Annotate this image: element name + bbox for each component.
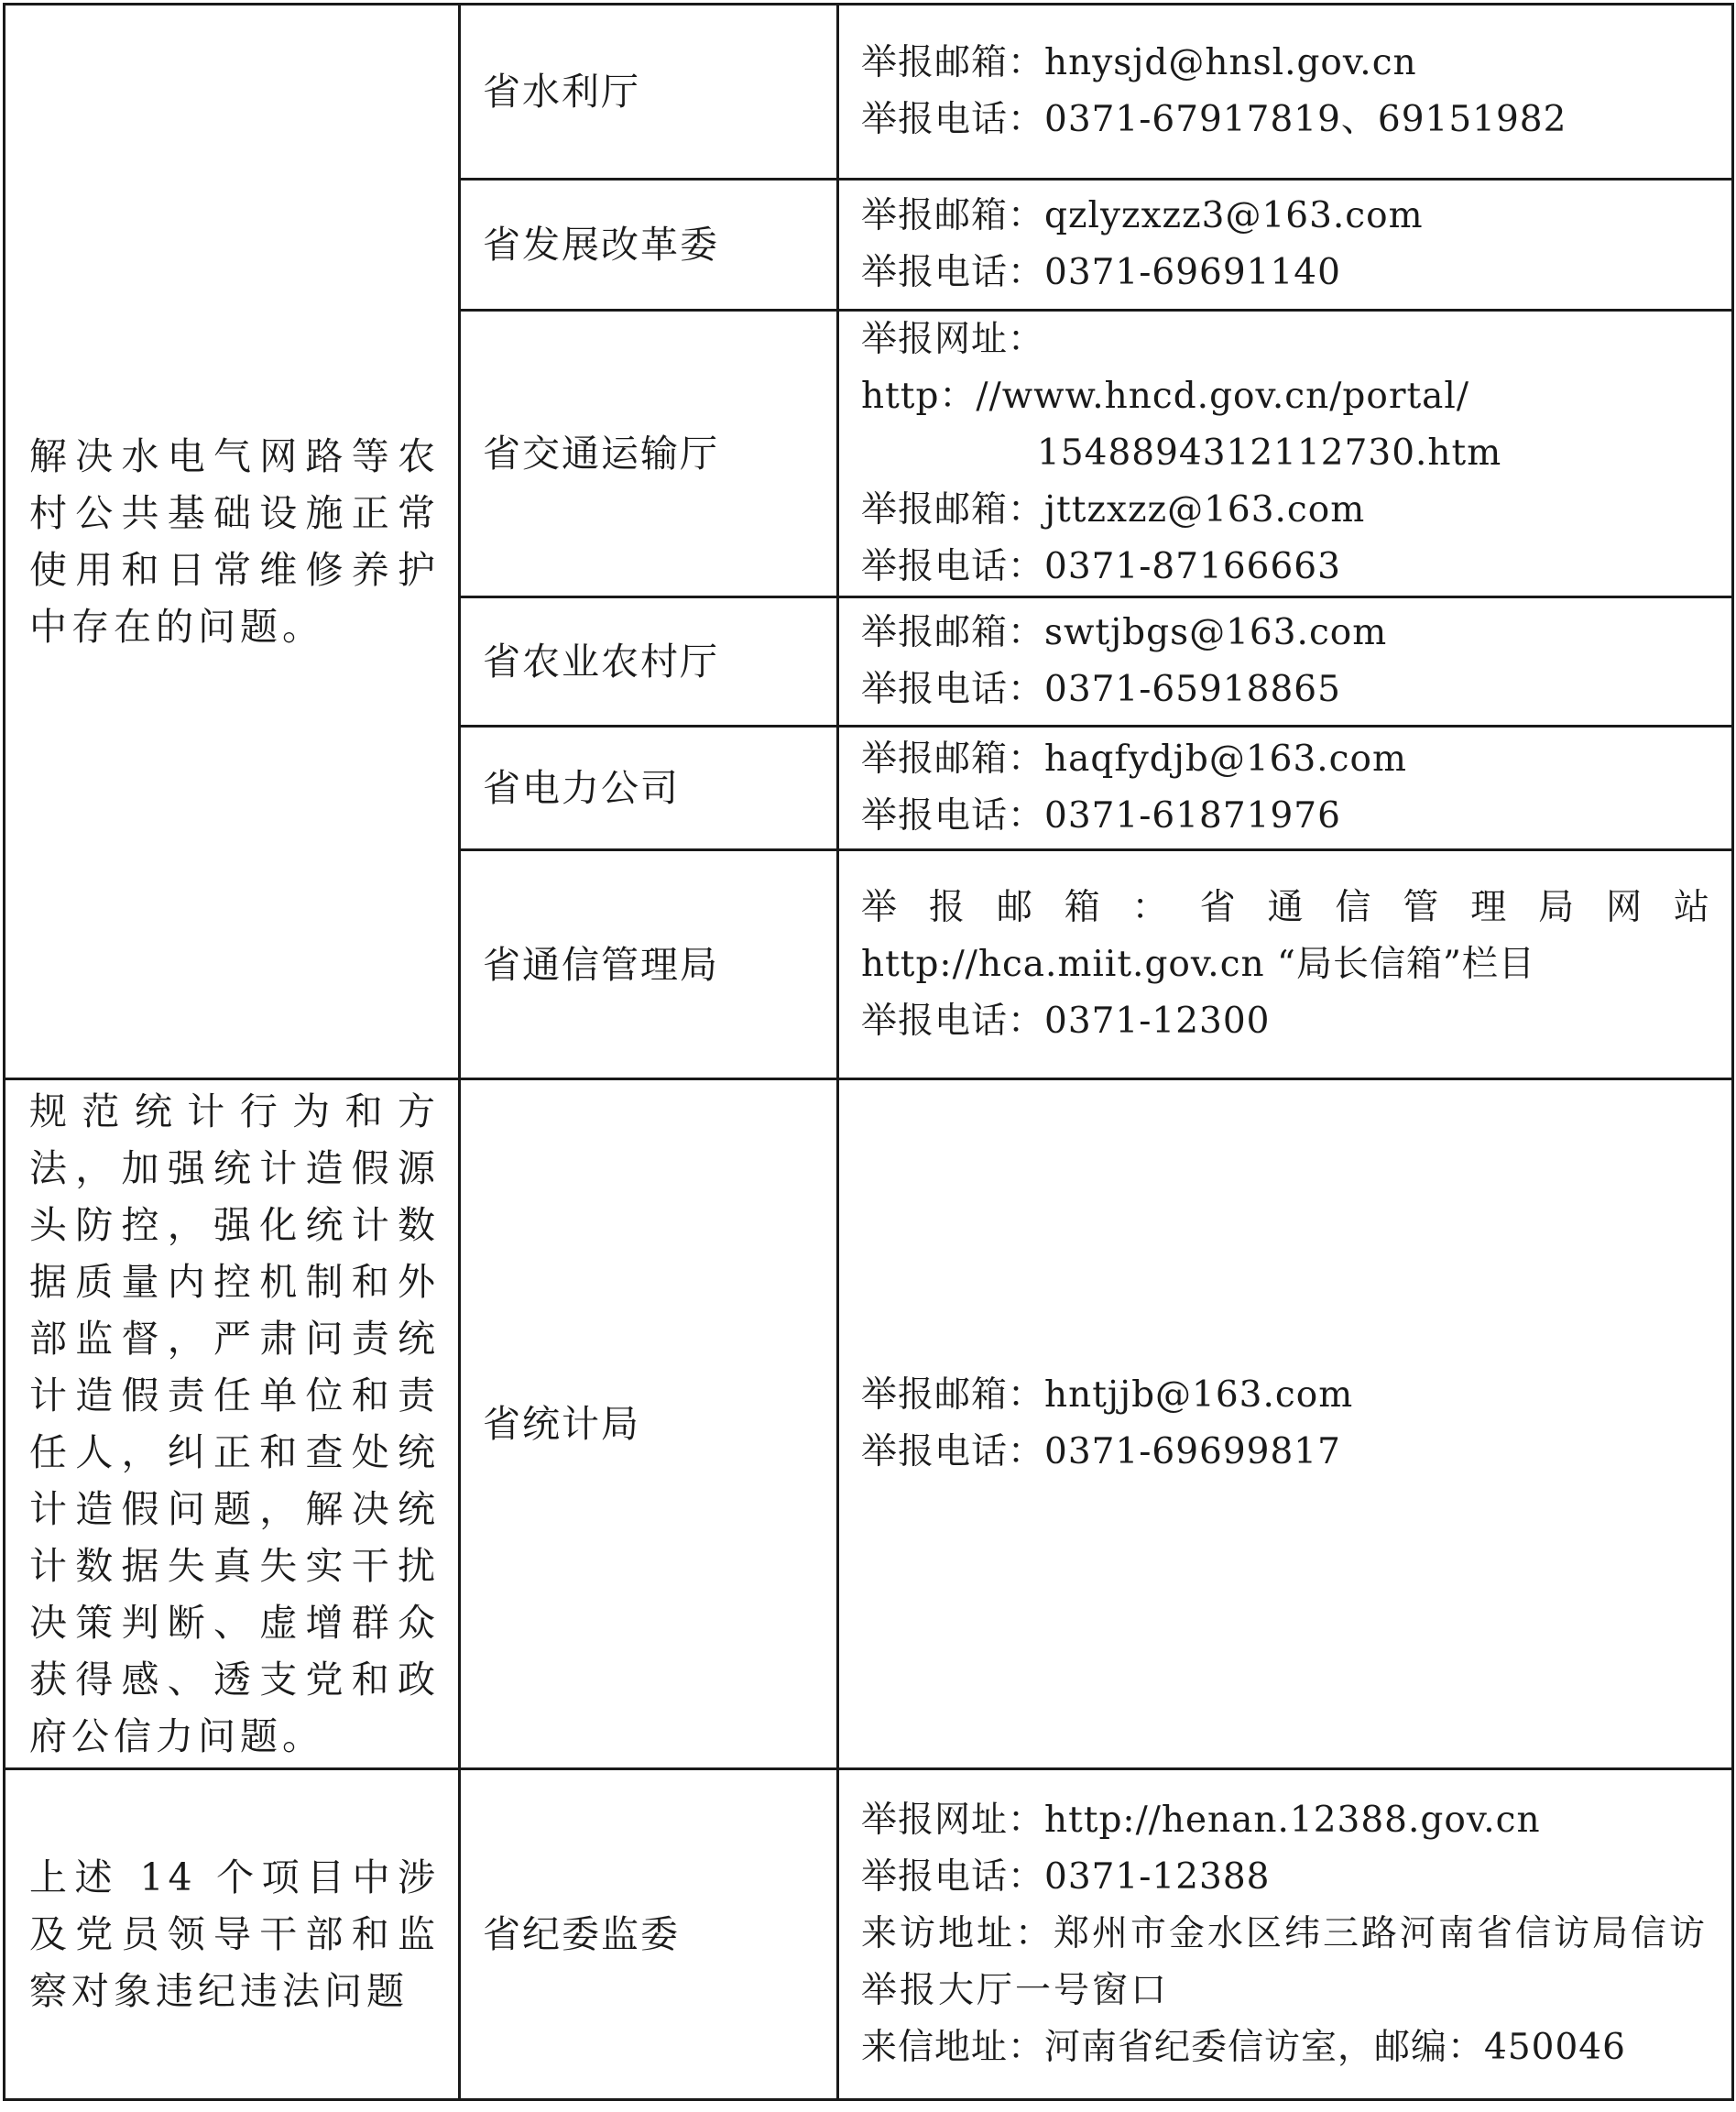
contact-line: 举报电话：0371-87166663 [861, 546, 1341, 587]
issue-cell: 解决水电气网路等农村公共基础设施正常使用和日常维修养护中存在的问题。 [5, 5, 460, 1079]
department-cell: 省纪委监委 [460, 1769, 838, 2100]
contact-line: 举报邮箱：省通信管理局网站 [861, 886, 1713, 928]
contact-line: 举报邮箱：jttzxzz@163.com [861, 489, 1366, 531]
contact-line: 举报电话：0371-69699817 [861, 1431, 1341, 1472]
contact-line: http：//www.hncd.gov.cn/portal/ [861, 376, 1470, 417]
department-cell: 省电力公司 [460, 727, 838, 850]
contact-line: 举报邮箱：qzlyzxzz3@163.com [861, 195, 1424, 236]
contact-line: 举报邮箱：hntjjb@163.com [861, 1374, 1354, 1416]
department-cell: 省水利厅 [460, 5, 838, 180]
issue-cell: 规范统计行为和方法，加强统计造假源头防控，强化统计数据质量内控机制和外部监督，严肃问责统计造假责任单位和责任人，纠正和查处统计造假问题，解决统计数据失真失实干扰决策判断、虚增群众获得感、透支党和政府公信力问题。 [5, 1079, 460, 1769]
contact-line: 1548894312112730.htm [1037, 432, 1502, 474]
contact-cell [838, 850, 1733, 1079]
contact-line: 举报电话：0371-65918865 [861, 669, 1341, 710]
contact-cell [838, 311, 1733, 597]
contact-cell [838, 1079, 1733, 1769]
contact-cell [838, 727, 1733, 850]
department-cell: 省农业农村厅 [460, 597, 838, 727]
issue-cell: 上述 14 个项目中涉及党员领导干部和监察对象违纪违法问题 [5, 1769, 460, 2100]
contact-line: 来信地址：河南省纪委信访室，邮编：450046 [861, 2027, 1626, 2068]
table-row [5, 5, 1733, 180]
contact-line: 举报电话：0371-67917819、69151982 [861, 99, 1567, 140]
contact-line: 举报电话：0371-69691140 [861, 252, 1341, 293]
contact-cell [838, 1769, 1733, 2100]
contact-line: 举报邮箱：hnysjd@hnsl.gov.cn [861, 42, 1417, 83]
contact-cell [838, 180, 1733, 311]
reporting-channels-table [3, 3, 1734, 2101]
department-cell: 省发展改革委 [460, 180, 838, 311]
contact-line: 举报电话：0371-12388 [861, 1856, 1271, 1898]
contact-line: 举报网址：http://henan.12388.gov.cn [861, 1800, 1541, 1841]
contact-line: 来访地址：郑州市金水区纬三路河南省信访局信访举报大厅一号窗口 [861, 1913, 1709, 2011]
contact-cell [838, 5, 1733, 180]
table-body [5, 5, 1733, 2100]
table-row [5, 1769, 1733, 2100]
contact-line: 举报电话：0371-61871976 [861, 795, 1341, 837]
contact-cell [838, 597, 1733, 727]
contact-line: 举报邮箱：swtjbgs@163.com [861, 612, 1388, 653]
contact-line: 举报网址： [861, 319, 1045, 360]
table-row [5, 1079, 1733, 1769]
contact-line: 举报电话：0371-12300 [861, 1000, 1271, 1042]
department-cell: 省交通运输厅 [460, 311, 838, 597]
department-cell: 省统计局 [460, 1079, 838, 1769]
department-cell: 省通信管理局 [460, 850, 838, 1079]
contact-line: http://hca.miit.gov.cn “局长信箱”栏目 [861, 943, 1535, 985]
contact-line: 举报邮箱：haqfydjb@163.com [861, 739, 1407, 780]
